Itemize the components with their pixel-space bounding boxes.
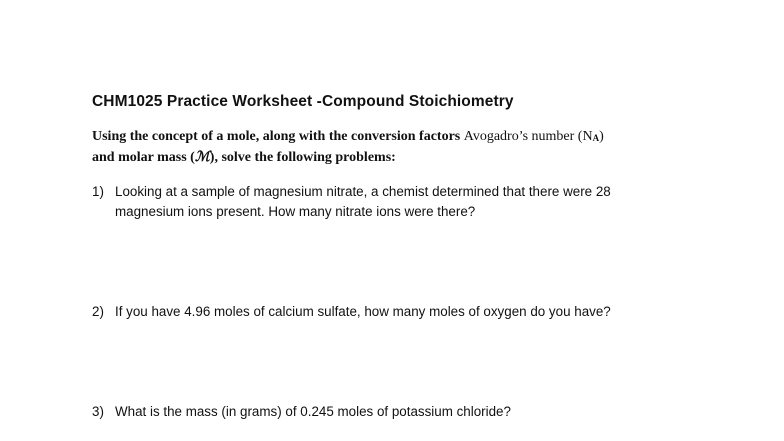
molar-mass-text: and molar mass ( <box>92 150 195 165</box>
molar-mass-symbol: ℳ <box>194 149 210 165</box>
instructions-end-text: ), solve the following problems: <box>209 150 396 165</box>
problem-text: If you have 4.96 moles of calcium sulfate, how many moles of oxygen do you have? <box>115 304 611 319</box>
problem-number: 2) <box>92 304 104 319</box>
instructions-line-1 <box>92 127 732 148</box>
instructions <box>92 127 732 167</box>
avogadro-subscript: A <box>592 133 600 143</box>
instructions-text: Using the concept of a mole, along with the conversion factors <box>92 129 464 144</box>
avogadro-text: Avogadro’s number (N <box>463 129 593 144</box>
problem-number: 1) <box>92 184 104 199</box>
instructions-line-2 <box>92 148 732 167</box>
problem-3 <box>92 402 511 422</box>
problem-number: 3) <box>92 404 104 419</box>
closing-paren: ) <box>599 129 604 144</box>
worksheet-title: CHM1025 Practice Worksheet -Compound Stoichiometry <box>92 93 514 110</box>
problem-text-continued: magnesium ions present. How many nitrate ions were there? <box>115 204 476 219</box>
problem-text: What is the mass (in grams) of 0.245 moles of potassium chloride? <box>115 404 511 419</box>
problem-1 <box>92 182 611 222</box>
problem-2 <box>92 302 611 322</box>
problem-text: Looking at a sample of magnesium nitrate, a chemist determined that there were 28 <box>115 184 611 199</box>
